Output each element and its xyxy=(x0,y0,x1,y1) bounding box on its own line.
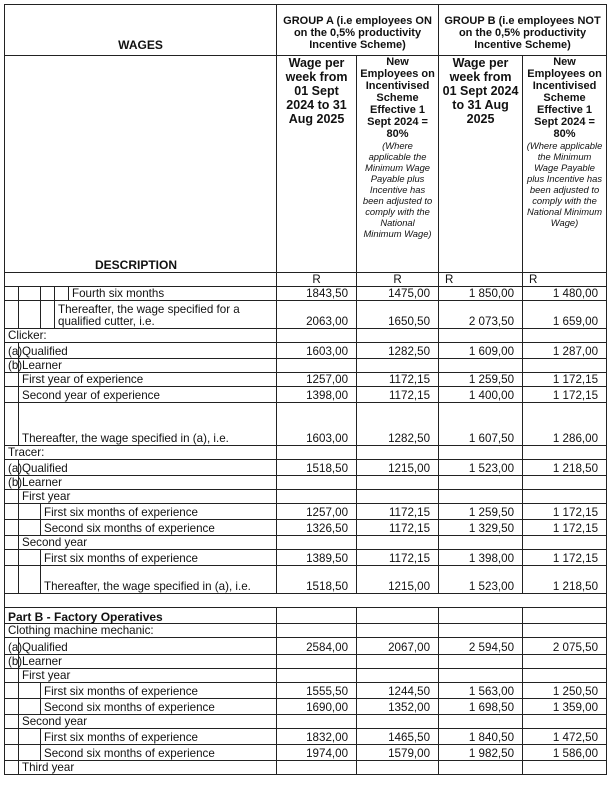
indent-cell xyxy=(19,301,41,329)
wage-value-cell xyxy=(357,536,439,550)
wage-value-cell: 1215,00 xyxy=(357,566,439,594)
wage-value-cell xyxy=(357,359,439,373)
group-b-new-employees-column-header xyxy=(523,56,607,273)
empty-value-cell xyxy=(357,329,439,343)
table-row xyxy=(5,329,607,343)
wage-value-cell: 1 472,50 xyxy=(523,729,607,745)
currency-label: R xyxy=(439,273,523,287)
table-row xyxy=(5,745,607,761)
wage-value-cell: 1172,15 xyxy=(357,520,439,536)
wage-value-cell: 2067,00 xyxy=(357,638,439,655)
currency-desc-cell xyxy=(5,273,277,287)
wage-value-cell xyxy=(277,490,357,504)
table-row xyxy=(5,536,607,550)
section-label: Clothing machine mechanic: xyxy=(5,624,277,638)
description-cell: First year xyxy=(19,490,277,504)
indent-cell xyxy=(5,536,19,550)
part-heading: Part B - Factory Operatives xyxy=(5,608,277,624)
wage-value-cell: 1832,00 xyxy=(277,729,357,745)
wage-value-cell xyxy=(277,476,357,490)
wage-value-cell: 1398,00 xyxy=(277,387,357,403)
wage-value-cell: 1 523,00 xyxy=(439,566,523,594)
currency-label: R xyxy=(357,273,439,287)
wage-value-cell: 1 698,50 xyxy=(439,699,523,715)
header-column-row xyxy=(5,56,607,273)
wage-value-cell xyxy=(439,655,523,669)
empty-value-cell xyxy=(357,624,439,638)
description-cell: Second six months of experience xyxy=(41,520,277,536)
group-a-wage-column-header: Wage per week from 01 Sept 2024 to 31 Aug 2025 xyxy=(277,56,357,273)
section-label: Clicker: xyxy=(5,329,277,343)
description-cell: First six months of experience xyxy=(41,504,277,520)
wage-value-cell: 1 480,00 xyxy=(523,287,607,301)
description-cell: Thereafter, the wage specified in (a), i.e. xyxy=(19,403,277,446)
wage-value-cell xyxy=(277,761,357,775)
empty-value-cell xyxy=(277,446,357,460)
wage-value-cell: 1 523,00 xyxy=(439,460,523,476)
description-cell: Second year xyxy=(19,715,277,729)
table-row xyxy=(5,460,607,476)
table-row xyxy=(5,287,607,301)
indent-cell xyxy=(5,761,19,775)
wage-value-cell: 1 400,00 xyxy=(439,387,523,403)
wage-value-cell: 1518,50 xyxy=(277,460,357,476)
description-cell: First six months of experience xyxy=(41,550,277,566)
empty-value-cell xyxy=(523,446,607,460)
group-a-new-employees-bold: New Employees on Incentivised Scheme Effective 1 Sept 2024 = 80% xyxy=(360,56,435,140)
wage-value-cell xyxy=(439,536,523,550)
wage-value-cell xyxy=(523,669,607,683)
indent-cell xyxy=(5,520,19,536)
empty-value-cell xyxy=(277,329,357,343)
indent-cell: (a) xyxy=(5,460,19,476)
wage-value-cell: 1 840,50 xyxy=(439,729,523,745)
table-row xyxy=(5,729,607,745)
wage-value-cell: 1 172,15 xyxy=(523,520,607,536)
table-row xyxy=(5,504,607,520)
indent-cell xyxy=(19,566,41,594)
wage-value-cell: 1 607,50 xyxy=(439,403,523,446)
description-cell: Second year of experience xyxy=(19,387,277,403)
empty-value-cell xyxy=(523,624,607,638)
wage-value-cell: 1172,15 xyxy=(357,373,439,387)
wage-value-cell xyxy=(277,359,357,373)
wage-value-cell: 1244,50 xyxy=(357,683,439,699)
table-row xyxy=(5,343,607,359)
description-cell: First six months of experience xyxy=(41,683,277,699)
table-row xyxy=(5,761,607,775)
wage-value-cell: 1603,00 xyxy=(277,343,357,359)
wage-value-cell xyxy=(357,655,439,669)
wage-value-cell xyxy=(523,536,607,550)
wage-value-cell xyxy=(357,476,439,490)
group-b-new-employees-bold: New Employees on Incentivised Scheme Effective 1 Sept 2024 = 80% xyxy=(527,56,602,140)
empty-value-cell xyxy=(357,446,439,460)
indent-cell xyxy=(5,550,19,566)
table-row xyxy=(5,520,607,536)
description-cell: Learner xyxy=(19,359,277,373)
table-row xyxy=(5,715,607,729)
wage-value-cell: 1 609,00 xyxy=(439,343,523,359)
wage-value-cell: 1603,00 xyxy=(277,403,357,446)
wage-value-cell xyxy=(523,490,607,504)
table-row xyxy=(5,490,607,504)
wage-value-cell: 1 218,50 xyxy=(523,460,607,476)
indent-cell xyxy=(5,287,19,301)
empty-value-cell xyxy=(523,608,607,624)
wage-value-cell: 1352,00 xyxy=(357,699,439,715)
table-row xyxy=(5,594,607,608)
empty-value-cell xyxy=(357,608,439,624)
wage-value-cell: 1282,50 xyxy=(357,343,439,359)
indent-cell xyxy=(41,301,55,329)
description-cell: Learner xyxy=(19,476,277,490)
empty-value-cell xyxy=(439,624,523,638)
indent-cell xyxy=(19,520,41,536)
wage-value-cell: 1172,15 xyxy=(357,550,439,566)
description-cell: Second year xyxy=(19,536,277,550)
empty-value-cell xyxy=(439,446,523,460)
indent-cell: (b) xyxy=(5,476,19,490)
wage-value-cell xyxy=(523,476,607,490)
table-row xyxy=(5,566,607,594)
wage-value-cell: 1172,15 xyxy=(357,387,439,403)
wage-value-cell: 1326,50 xyxy=(277,520,357,536)
indent-cell: (b) xyxy=(5,655,19,669)
wage-value-cell: 2 594,50 xyxy=(439,638,523,655)
group-b-new-employees-note: (Where applicable the Minimum Wage Payable plus Incentive has been adjusted to comply with the National Minimum Wage) xyxy=(526,140,603,228)
wage-value-cell: 1843,50 xyxy=(277,287,357,301)
wage-value-cell: 1 329,50 xyxy=(439,520,523,536)
indent-cell xyxy=(41,287,55,301)
table-row xyxy=(5,387,607,403)
description-title: DESCRIPTION xyxy=(5,56,277,273)
wage-value-cell: 1579,00 xyxy=(357,745,439,761)
description-cell: Second six months of experience xyxy=(41,745,277,761)
wage-value-cell: 1 850,00 xyxy=(439,287,523,301)
description-cell: Qualified xyxy=(19,343,277,359)
table-row xyxy=(5,550,607,566)
table-row xyxy=(5,403,607,446)
wage-value-cell: 1 586,00 xyxy=(523,745,607,761)
empty-value-cell xyxy=(439,608,523,624)
indent-cell xyxy=(5,683,19,699)
wage-value-cell: 1 259,50 xyxy=(439,373,523,387)
wage-value-cell: 1 982,50 xyxy=(439,745,523,761)
indent-cell xyxy=(19,287,41,301)
currency-row xyxy=(5,273,607,287)
indent-cell: (b) xyxy=(5,359,19,373)
table-row xyxy=(5,476,607,490)
wage-value-cell: 1 172,15 xyxy=(523,550,607,566)
wage-value-cell: 1 359,00 xyxy=(523,699,607,715)
indent-cell xyxy=(5,715,19,729)
group-b-title: GROUP B (i.e employees NOT on the 0,5% productivity Incentive Scheme) xyxy=(439,5,607,56)
indent-cell xyxy=(19,699,41,715)
wages-title: WAGES xyxy=(5,5,277,56)
wage-value-cell: 2 075,50 xyxy=(523,638,607,655)
wage-value-cell xyxy=(523,761,607,775)
group-a-new-employees-note: (Where applicable the Minimum Wage Payable plus Incentive has been adjusted to comply with the National Minimum Wage) xyxy=(362,140,433,239)
wage-value-cell xyxy=(277,655,357,669)
wage-value-cell xyxy=(357,669,439,683)
wage-value-cell: 1555,50 xyxy=(277,683,357,699)
wage-value-cell: 2584,00 xyxy=(277,638,357,655)
indent-cell xyxy=(19,729,41,745)
table-row xyxy=(5,301,607,329)
description-cell: Fourth six months xyxy=(69,287,277,301)
wage-value-cell: 1650,50 xyxy=(357,301,439,329)
wage-value-cell xyxy=(277,536,357,550)
description-cell: Thereafter, the wage specified in (a), i.e. xyxy=(41,566,277,594)
wage-value-cell: 1215,00 xyxy=(357,460,439,476)
indent-cell xyxy=(5,490,19,504)
indent-cell xyxy=(5,373,19,387)
table-row xyxy=(5,638,607,655)
wage-value-cell: 1 286,00 xyxy=(523,403,607,446)
wage-value-cell xyxy=(357,490,439,504)
indent-cell xyxy=(19,683,41,699)
wage-table xyxy=(4,4,607,775)
description-cell: First six months of experience xyxy=(41,729,277,745)
wage-table-sheet xyxy=(4,4,606,775)
indent-cell xyxy=(19,745,41,761)
description-cell: Learner xyxy=(19,655,277,669)
wage-value-cell: 1172,15 xyxy=(357,504,439,520)
indent-cell xyxy=(19,504,41,520)
wage-value-cell: 1 659,00 xyxy=(523,301,607,329)
wage-value-cell: 2063,00 xyxy=(277,301,357,329)
wage-value-cell: 1518,50 xyxy=(277,566,357,594)
wage-value-cell: 1257,00 xyxy=(277,504,357,520)
indent-cell xyxy=(5,729,19,745)
group-b-wage-column-header: Wage per week from 01 Sept 2024 to 31 Aug 2025 xyxy=(439,56,523,273)
wage-value-cell xyxy=(439,761,523,775)
wage-value-cell: 1 218,50 xyxy=(523,566,607,594)
indent-cell xyxy=(19,550,41,566)
wage-value-cell: 1 259,50 xyxy=(439,504,523,520)
indent-cell xyxy=(55,287,69,301)
header-group-row xyxy=(5,5,607,56)
table-row xyxy=(5,624,607,638)
wage-value-cell: 1475,00 xyxy=(357,287,439,301)
table-row xyxy=(5,446,607,460)
wage-value-cell xyxy=(277,715,357,729)
table-row xyxy=(5,655,607,669)
description-cell: Qualified xyxy=(19,638,277,655)
table-row xyxy=(5,608,607,624)
indent-cell xyxy=(5,301,19,329)
group-a-new-employees-column-header xyxy=(357,56,439,273)
wage-value-cell xyxy=(439,490,523,504)
group-a-title: GROUP A (i.e employees ON on the 0,5% productivity Incentive Scheme) xyxy=(277,5,439,56)
wage-value-cell: 1 563,00 xyxy=(439,683,523,699)
description-cell: Third year xyxy=(19,761,277,775)
wage-value-cell: 1 172,15 xyxy=(523,373,607,387)
description-cell: Qualified xyxy=(19,460,277,476)
wage-value-cell xyxy=(439,715,523,729)
wage-value-cell: 1 250,50 xyxy=(523,683,607,699)
table-row xyxy=(5,699,607,715)
description-cell: First year of experience xyxy=(19,373,277,387)
currency-label: R xyxy=(277,273,357,287)
table-row xyxy=(5,683,607,699)
indent-cell xyxy=(5,504,19,520)
description-cell: Second six months of experience xyxy=(41,699,277,715)
indent-cell xyxy=(5,566,19,594)
table-row xyxy=(5,359,607,373)
wage-value-cell: 2 073,50 xyxy=(439,301,523,329)
wage-value-cell: 1 398,00 xyxy=(439,550,523,566)
wage-value-cell: 1282,50 xyxy=(357,403,439,446)
wage-value-cell xyxy=(357,715,439,729)
section-label: Tracer: xyxy=(5,446,277,460)
wage-value-cell: 1257,00 xyxy=(277,373,357,387)
indent-cell xyxy=(5,403,19,446)
indent-cell xyxy=(5,745,19,761)
wage-value-cell xyxy=(439,359,523,373)
indent-cell xyxy=(5,669,19,683)
wage-value-cell xyxy=(439,476,523,490)
currency-label: R xyxy=(523,273,607,287)
wage-value-cell: 1 172,15 xyxy=(523,387,607,403)
wage-value-cell: 1389,50 xyxy=(277,550,357,566)
wage-value-cell: 1 172,15 xyxy=(523,504,607,520)
indent-cell: (a) xyxy=(5,638,19,655)
table-row xyxy=(5,669,607,683)
empty-value-cell xyxy=(439,329,523,343)
empty-value-cell xyxy=(523,329,607,343)
wage-value-cell: 1 287,00 xyxy=(523,343,607,359)
indent-cell: (a) xyxy=(5,343,19,359)
description-cell: Thereafter, the wage specified for a qualified cutter, i.e. xyxy=(55,301,277,329)
wage-value-cell: 1690,00 xyxy=(277,699,357,715)
wage-value-cell xyxy=(357,761,439,775)
wage-value-cell xyxy=(277,669,357,683)
description-cell: First year xyxy=(19,669,277,683)
spacer-cell xyxy=(5,594,607,608)
empty-value-cell xyxy=(277,608,357,624)
wage-value-cell xyxy=(523,359,607,373)
indent-cell xyxy=(5,387,19,403)
wage-value-cell: 1465,50 xyxy=(357,729,439,745)
table-row xyxy=(5,373,607,387)
wage-value-cell: 1974,00 xyxy=(277,745,357,761)
indent-cell xyxy=(5,699,19,715)
wage-value-cell xyxy=(439,669,523,683)
wage-value-cell xyxy=(523,655,607,669)
wage-value-cell xyxy=(523,715,607,729)
empty-value-cell xyxy=(277,624,357,638)
